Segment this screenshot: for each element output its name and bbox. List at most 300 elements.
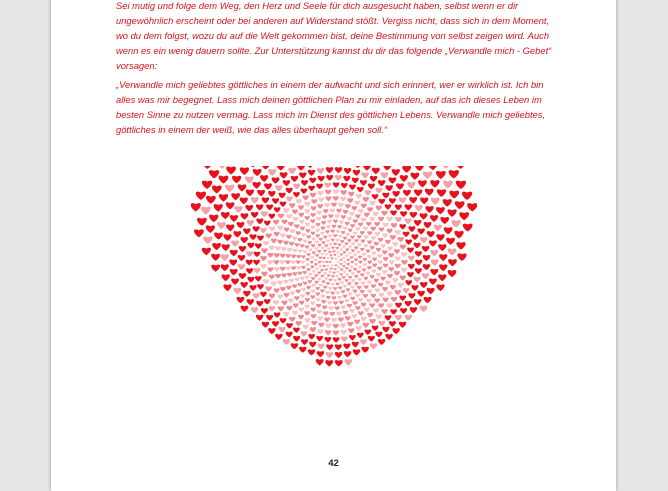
mini-heart-icon xyxy=(323,236,327,239)
mini-heart-icon xyxy=(273,220,279,225)
mini-heart-icon xyxy=(371,294,376,298)
mini-heart-icon xyxy=(314,263,318,266)
mini-heart-icon xyxy=(256,301,263,307)
mini-heart-icon xyxy=(444,227,453,234)
mini-heart-icon xyxy=(324,244,328,247)
mini-heart-icon xyxy=(273,300,279,305)
mini-heart-icon xyxy=(253,260,260,265)
mini-heart-icon xyxy=(382,327,389,333)
mini-heart-icon xyxy=(415,260,422,266)
mini-heart-icon xyxy=(439,264,447,271)
mini-heart-icon xyxy=(333,330,339,335)
mini-heart-icon xyxy=(378,321,385,326)
mini-heart-icon xyxy=(420,282,427,288)
mini-heart-icon xyxy=(348,229,353,233)
mini-heart-icon xyxy=(345,255,348,258)
mini-heart-icon xyxy=(385,204,392,209)
mini-heart-icon xyxy=(420,213,428,219)
mini-heart-icon xyxy=(253,226,260,232)
mini-heart-icon xyxy=(266,233,272,238)
mini-heart-icon xyxy=(455,201,465,209)
mini-heart-icon xyxy=(427,288,435,294)
mini-heart-icon xyxy=(351,272,355,275)
mini-heart-icon xyxy=(386,217,392,222)
mini-heart-icon xyxy=(383,257,388,261)
mini-heart-icon xyxy=(405,301,412,307)
mini-heart-icon xyxy=(305,276,309,280)
mini-heart-icon xyxy=(354,282,358,286)
mini-heart-icon xyxy=(385,240,391,245)
mini-heart-icon xyxy=(292,209,298,214)
mini-heart-icon xyxy=(251,307,258,313)
mini-heart-icon xyxy=(420,237,427,243)
mini-heart-icon xyxy=(399,322,406,328)
mini-heart-icon xyxy=(339,300,344,304)
mini-heart-icon xyxy=(217,222,226,229)
mini-heart-icon xyxy=(355,214,360,218)
mini-heart-icon xyxy=(354,200,360,205)
mini-heart-icon xyxy=(222,244,230,251)
mini-heart-icon xyxy=(305,223,310,227)
mini-heart-icon xyxy=(326,296,331,300)
mini-heart-icon xyxy=(291,260,296,264)
mini-heart-icon xyxy=(382,287,388,292)
mini-heart-icon xyxy=(434,225,442,232)
mini-heart-icon xyxy=(315,229,320,233)
mini-heart-icon xyxy=(335,247,338,250)
mini-heart-icon xyxy=(449,170,459,178)
mini-heart-icon xyxy=(376,273,381,277)
mini-heart-icon xyxy=(283,280,288,284)
mini-heart-icon xyxy=(355,306,360,310)
mini-heart-icon xyxy=(310,307,315,311)
mini-heart-icon xyxy=(411,285,418,291)
mini-heart-icon xyxy=(343,344,350,350)
mini-heart-icon xyxy=(428,166,438,170)
mini-heart-icon xyxy=(316,359,324,365)
mini-heart-icon xyxy=(339,220,344,224)
mini-heart-icon xyxy=(358,266,362,269)
mini-heart-icon xyxy=(310,213,315,217)
mini-heart-icon xyxy=(349,309,354,313)
mini-heart-icon xyxy=(262,322,269,328)
mini-heart-icon xyxy=(328,214,333,218)
mini-heart-icon xyxy=(364,308,370,313)
mini-heart-icon xyxy=(318,344,325,350)
mini-heart-icon xyxy=(345,204,351,209)
mini-heart-icon xyxy=(341,305,346,309)
mini-heart-icon xyxy=(296,199,302,204)
mini-heart-icon xyxy=(363,323,369,328)
mini-heart-icon xyxy=(396,183,404,189)
mini-heart-icon xyxy=(375,188,382,194)
mini-heart-icon xyxy=(317,351,324,357)
mini-heart-icon xyxy=(305,229,310,233)
mini-heart-icon xyxy=(312,270,316,273)
mini-heart-icon xyxy=(282,300,288,305)
mini-heart-icon xyxy=(284,293,290,298)
mini-heart-icon xyxy=(355,227,360,231)
mini-heart-icon xyxy=(323,250,326,253)
mini-heart-icon xyxy=(388,253,394,258)
mini-heart-icon xyxy=(380,276,385,280)
mini-heart-icon xyxy=(429,240,437,246)
mini-heart-icon xyxy=(318,176,325,182)
mini-heart-icon xyxy=(414,243,421,249)
mini-heart-icon xyxy=(415,268,422,274)
mini-heart-icon xyxy=(316,287,320,291)
mini-heart-icon xyxy=(209,170,219,178)
mini-heart-icon xyxy=(263,279,269,284)
mini-heart-icon xyxy=(343,210,348,214)
mini-heart-icon xyxy=(269,274,275,279)
mini-heart-icon xyxy=(325,253,328,256)
mini-heart-icon xyxy=(271,239,277,244)
mini-heart-icon xyxy=(322,215,327,219)
mini-heart-icon xyxy=(240,167,249,175)
mini-heart-icon xyxy=(340,197,346,202)
mini-heart-icon xyxy=(418,180,427,187)
mini-heart-icon xyxy=(311,314,317,319)
mini-heart-icon xyxy=(298,238,303,242)
mini-heart-icon xyxy=(343,226,348,230)
mini-heart-icon xyxy=(292,311,298,316)
mini-heart-icon xyxy=(338,286,342,289)
mini-heart-icon xyxy=(379,227,385,232)
mini-heart-icon xyxy=(325,261,328,264)
mini-heart-icon xyxy=(269,246,275,251)
mini-heart-icon xyxy=(373,308,379,313)
mini-heart-icon xyxy=(350,285,354,289)
mini-heart-icon xyxy=(403,190,411,196)
mini-heart-icon xyxy=(321,275,325,278)
mini-heart-icon xyxy=(271,281,277,286)
mini-heart-icon xyxy=(286,267,291,271)
mini-heart-icon xyxy=(375,332,382,338)
mini-heart-icon xyxy=(339,259,342,262)
mini-heart-icon xyxy=(316,336,323,341)
mini-heart-icon xyxy=(278,306,284,311)
mini-heart-icon xyxy=(333,234,337,237)
mini-heart-icon xyxy=(275,185,282,191)
mini-heart-icon xyxy=(274,312,281,317)
mini-heart-icon xyxy=(407,247,414,252)
mini-heart-icon xyxy=(304,216,309,220)
mini-heart-icon xyxy=(274,267,280,272)
mini-heart-icon xyxy=(304,318,310,323)
mini-heart-icon xyxy=(254,268,261,273)
mini-heart-icon xyxy=(287,273,292,277)
mini-heart-icon xyxy=(385,334,392,340)
mini-heart-icon xyxy=(296,266,301,270)
mini-heart-icon xyxy=(286,286,291,290)
mini-heart-icon xyxy=(383,298,389,303)
mini-heart-icon xyxy=(436,207,445,214)
mini-heart-icon xyxy=(241,213,249,219)
mini-heart-icon xyxy=(336,271,339,274)
mini-heart-icon xyxy=(280,267,285,271)
mini-heart-icon xyxy=(196,192,206,200)
mini-heart-icon xyxy=(277,240,283,245)
mini-heart-icon xyxy=(333,324,339,329)
mini-heart-icon xyxy=(422,246,429,252)
mini-heart-icon xyxy=(391,223,397,228)
mini-heart-icon xyxy=(211,254,220,261)
mini-heart-icon xyxy=(462,192,472,200)
mini-heart-icon xyxy=(361,281,366,285)
mini-heart-icon xyxy=(303,250,307,254)
mini-heart-icon xyxy=(422,273,429,279)
mini-heart-icon xyxy=(312,251,316,254)
mini-heart-icon xyxy=(346,263,349,266)
mini-heart-icon xyxy=(293,272,298,276)
mini-heart-icon xyxy=(423,171,432,179)
mini-heart-icon xyxy=(347,304,352,308)
mini-heart-icon xyxy=(341,330,347,335)
mini-heart-icon xyxy=(405,219,412,225)
mini-heart-icon xyxy=(399,197,406,203)
mini-heart-icon xyxy=(319,238,323,241)
mini-heart-icon xyxy=(317,250,321,253)
mini-heart-icon xyxy=(261,308,268,314)
mini-heart-icon xyxy=(247,277,254,283)
mini-heart-icon xyxy=(436,171,446,179)
mini-heart-icon xyxy=(279,193,286,199)
mini-heart-icon xyxy=(263,241,269,246)
mini-heart-icon xyxy=(348,328,354,333)
mini-heart-icon xyxy=(214,232,223,239)
mini-heart-icon xyxy=(261,248,267,253)
mini-heart-icon xyxy=(268,306,275,311)
mini-heart-icon xyxy=(295,278,300,282)
mini-heart-icon xyxy=(293,303,299,308)
mini-heart-icon xyxy=(443,199,452,207)
mini-heart-icon xyxy=(322,241,326,244)
mini-heart-icon xyxy=(293,328,300,333)
mini-heart-icon xyxy=(260,292,267,297)
mini-heart-icon xyxy=(348,252,352,255)
mini-heart-icon xyxy=(424,222,432,228)
mini-heart-icon xyxy=(369,303,375,308)
mini-heart-icon xyxy=(447,209,456,217)
mini-heart-icon xyxy=(385,315,392,320)
mini-heart-icon xyxy=(356,194,362,199)
mini-heart-icon xyxy=(331,238,335,241)
mini-heart-icon xyxy=(401,268,407,273)
mini-heart-icon xyxy=(333,182,340,187)
mini-heart-icon xyxy=(299,347,306,353)
mini-heart-icon xyxy=(399,296,406,301)
mini-heart-icon xyxy=(329,267,332,270)
mini-heart-icon xyxy=(364,235,369,239)
mini-heart-icon xyxy=(336,239,340,242)
mini-heart-icon xyxy=(456,181,466,189)
mini-heart-icon xyxy=(326,239,330,242)
mini-heart-icon xyxy=(202,248,211,256)
mini-heart-icon xyxy=(339,273,342,276)
mini-heart-icon xyxy=(310,261,314,264)
mini-heart-icon xyxy=(191,203,201,211)
mini-heart-icon xyxy=(240,198,248,205)
mini-heart-icon xyxy=(286,188,293,194)
mini-heart-icon xyxy=(398,283,404,288)
mini-heart-icon xyxy=(382,193,389,199)
mini-heart-icon xyxy=(378,238,383,242)
mini-heart-icon xyxy=(340,253,343,256)
mini-heart-icon xyxy=(341,231,345,235)
mini-heart-icon xyxy=(361,218,366,222)
mini-heart-icon xyxy=(327,247,330,250)
mini-heart-icon xyxy=(392,242,398,247)
mini-heart-icon xyxy=(335,264,338,266)
mini-heart-icon xyxy=(364,285,369,289)
mini-heart-icon xyxy=(400,211,407,217)
mini-heart-icon xyxy=(345,222,350,226)
mini-heart-icon xyxy=(371,236,376,240)
mini-heart-icon xyxy=(274,253,280,258)
mini-heart-icon xyxy=(203,236,212,244)
mini-heart-icon xyxy=(221,212,230,219)
mini-heart-icon xyxy=(266,315,273,321)
mini-heart-icon xyxy=(221,254,229,261)
mini-heart-icon xyxy=(348,192,354,197)
mini-heart-icon xyxy=(354,263,358,266)
mini-heart-icon xyxy=(352,178,359,184)
mini-heart-icon xyxy=(330,208,335,212)
mini-heart-icon xyxy=(342,265,345,268)
mini-heart-icon xyxy=(341,215,346,219)
mini-heart-icon xyxy=(285,260,290,264)
mini-heart-icon xyxy=(350,265,354,268)
mini-heart-icon xyxy=(348,276,352,279)
mini-heart-icon xyxy=(223,284,231,291)
mini-heart-icon xyxy=(283,312,289,317)
mini-heart-icon xyxy=(360,290,365,294)
mini-heart-icon xyxy=(275,274,281,279)
mini-heart-icon xyxy=(336,251,339,254)
mini-heart-icon xyxy=(293,184,300,190)
mini-heart-icon xyxy=(410,307,417,313)
mini-heart-icon xyxy=(301,288,306,292)
mini-heart-icon xyxy=(283,241,288,245)
mini-heart-icon xyxy=(346,259,349,262)
mini-heart-icon xyxy=(212,243,221,250)
mini-heart-icon xyxy=(368,336,375,342)
mini-heart-icon xyxy=(367,313,373,318)
mini-heart-icon xyxy=(323,286,327,289)
mini-heart-icon xyxy=(319,265,322,268)
mini-heart-icon xyxy=(308,349,315,355)
mini-heart-icon xyxy=(233,288,241,294)
mini-heart-icon xyxy=(425,189,434,196)
mini-heart-icon xyxy=(438,244,446,251)
mini-heart-icon xyxy=(239,246,246,252)
mini-heart-icon xyxy=(343,294,348,298)
mini-heart-icon xyxy=(454,231,463,239)
mini-heart-icon xyxy=(378,217,384,222)
mini-heart-icon xyxy=(301,266,305,270)
mini-heart-icon xyxy=(277,225,283,230)
mini-heart-icon xyxy=(280,287,286,292)
mini-heart-icon xyxy=(257,190,265,196)
mini-heart-icon xyxy=(423,255,430,261)
mini-heart-icon xyxy=(291,176,298,182)
mini-heart-icon xyxy=(391,297,397,302)
mini-heart-icon xyxy=(288,168,296,174)
mini-heart-icon xyxy=(318,278,322,281)
mini-heart-icon xyxy=(241,237,248,243)
mini-heart-icon xyxy=(219,194,228,202)
mini-heart-icon xyxy=(448,270,457,277)
mini-heart-icon xyxy=(367,231,372,235)
mini-heart-icon xyxy=(336,283,340,286)
mini-heart-icon xyxy=(209,215,218,223)
mini-heart-icon xyxy=(332,250,335,253)
mini-heart-icon xyxy=(395,230,401,235)
mini-heart-icon xyxy=(310,301,315,305)
mini-heart-icon xyxy=(308,241,312,245)
mini-heart-icon xyxy=(299,301,304,305)
mini-heart-icon xyxy=(456,242,465,250)
mini-heart-icon xyxy=(298,213,304,218)
mini-heart-icon xyxy=(294,296,299,300)
mini-heart-icon xyxy=(467,203,477,211)
mini-heart-icon xyxy=(408,226,415,232)
mini-heart-icon xyxy=(325,190,331,195)
mini-heart-icon xyxy=(431,259,439,265)
mini-heart-icon xyxy=(409,197,417,203)
mini-heart-icon xyxy=(335,352,342,358)
mini-heart-icon xyxy=(298,271,303,275)
mini-heart-icon xyxy=(361,239,366,243)
mini-heart-icon xyxy=(420,306,428,312)
mini-heart-icon xyxy=(268,169,276,176)
mini-heart-icon xyxy=(333,220,338,224)
mini-heart-icon xyxy=(376,248,381,252)
mini-heart-icon xyxy=(321,226,326,230)
mini-heart-icon xyxy=(212,185,222,193)
mini-heart-icon xyxy=(221,264,229,271)
mini-heart-icon xyxy=(415,251,422,257)
mini-heart-icon xyxy=(380,244,385,248)
mini-heart-icon xyxy=(318,323,324,328)
mini-heart-icon xyxy=(358,243,362,247)
mini-heart-icon xyxy=(360,273,364,277)
mini-heart-icon xyxy=(269,226,275,231)
mini-heart-icon xyxy=(378,303,384,308)
mini-heart-icon xyxy=(253,293,260,299)
mini-heart-icon xyxy=(358,261,362,264)
mini-heart-icon xyxy=(298,308,304,313)
mini-heart-icon xyxy=(352,342,359,348)
mini-heart-icon xyxy=(341,190,347,195)
mini-heart-icon xyxy=(286,235,291,239)
mini-heart-icon xyxy=(328,234,332,237)
mini-heart-icon xyxy=(372,263,377,267)
mini-heart-icon xyxy=(289,317,295,322)
mini-heart-icon xyxy=(378,260,383,264)
mini-heart-icon xyxy=(389,177,397,183)
mini-heart-icon xyxy=(401,252,407,257)
mini-heart-icon xyxy=(300,294,305,298)
mini-heart-icon xyxy=(331,246,334,249)
mini-heart-icon xyxy=(357,270,361,273)
mini-heart-icon xyxy=(300,277,305,281)
mini-heart-icon xyxy=(318,244,322,247)
mini-heart-icon xyxy=(264,183,272,189)
mini-heart-icon xyxy=(417,291,424,297)
mini-heart-icon xyxy=(310,265,314,268)
